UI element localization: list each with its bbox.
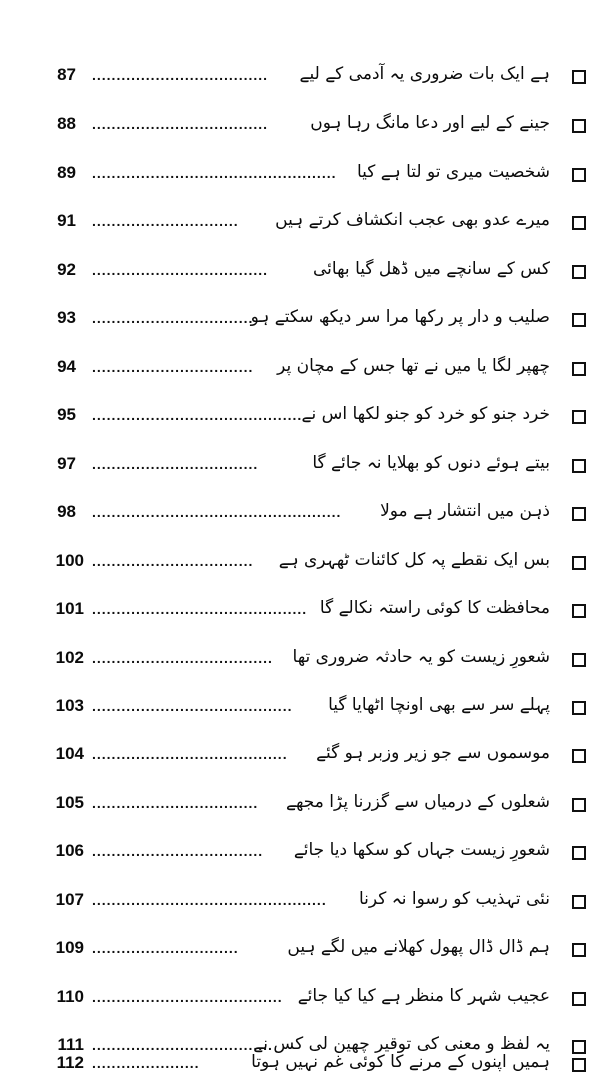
checkbox-icon [572,653,586,667]
page-number: 95 [57,405,76,424]
checkbox-icon [572,846,586,860]
dot-leader: .............................. [92,940,239,956]
dot-leader: ..................................... [92,650,273,666]
toc-entry[interactable] [0,349,600,389]
entry-title: ہے ایک بات ضروری یہ آدمی کے لیے [299,64,550,84]
page-number: 91 [57,211,76,230]
dot-leader: .................................. [92,456,259,472]
toc-entry[interactable] [0,543,600,583]
page-number: 89 [57,163,76,182]
toc-entry[interactable] [0,57,600,97]
page-number: 94 [57,357,76,376]
checkbox-icon [572,556,586,570]
entry-title: صلیب و دار پر رکھا مرا سر دیکھ سکتے ہو [250,307,550,327]
toc-entry[interactable] [0,252,600,292]
entry-title: شعورِ زیست کو یہ حادثہ ضروری تھا [292,647,550,667]
dot-leader: .................................... [92,67,269,83]
dot-leader: ................................... [92,843,264,859]
dot-leader: ...................... [92,1055,200,1071]
dot-leader: ......................................... [92,698,293,714]
page-number: 106 [55,841,84,860]
checkbox-icon [572,216,586,230]
dot-leader: .................................... [92,116,269,132]
toc-entry[interactable] [0,833,600,873]
dot-leader: .................................... [92,262,269,278]
dot-leader: ........................................ [92,746,288,762]
page-number: 102 [55,648,84,667]
entry-title: خرد جنو کو خرد کو جنو لکھا اس نے [301,404,550,424]
toc-entry[interactable] [0,397,600,437]
dot-leader: .................................. [92,795,259,811]
entry-title: میرے عدو بھی عجب انکشاف کرتے ہیں [275,210,550,230]
checkbox-icon [572,1058,586,1072]
toc-entry[interactable] [0,591,600,631]
page-number: 105 [55,793,84,812]
page-number: 107 [55,890,84,909]
dot-leader: ........................................... [92,407,303,423]
entry-title: ذہن میں انتشار ہے مولا [380,501,550,521]
toc-entry[interactable] [0,688,600,728]
dot-leader: ................................. [92,359,254,375]
page-number: 100 [55,551,84,570]
entry-title: چھپر لگا یا میں نے تھا جس کے مچان پر [277,356,550,376]
page-number: 88 [57,114,76,133]
entry-title: شخصیت میری تو لتا ہے کیا [356,162,550,182]
entry-title: محافظت کا کوئی راستہ نکالے گا [319,598,550,618]
entry-title: جینے کے لیے اور دعا مانگ رہا ہوں [310,113,550,133]
checkbox-icon [572,749,586,763]
checkbox-icon [572,168,586,182]
toc-entry[interactable] [0,640,600,680]
toc-entry[interactable] [0,979,600,1019]
page-number: 104 [55,744,84,763]
entry-title: شعلوں کے درمیاں سے گزرنا پڑا مجھے [285,792,550,812]
page-number: 93 [57,308,76,327]
page-number: 97 [57,454,76,473]
page-number: 103 [55,696,84,715]
entry-title: پہلے سر سے بھی اونچا اٹھایا گیا [328,695,550,715]
page-number: 111 [57,1035,84,1054]
page-number: 92 [57,260,76,279]
dot-leader: ................................. [92,310,254,326]
toc-entry[interactable] [0,736,600,776]
checkbox-icon [572,362,586,376]
toc-entry[interactable] [0,203,600,243]
checkbox-icon [572,943,586,957]
page-number: 98 [57,502,76,521]
toc-entry[interactable] [0,930,600,970]
dot-leader: ................................. [92,553,254,569]
toc-entry[interactable] [0,155,600,195]
page-number: 110 [56,987,84,1006]
dot-leader: ............................................ [92,601,308,617]
toc-entry[interactable] [0,785,600,825]
dot-leader: ....................................... [92,989,283,1005]
entry-title: شعورِ زیست جہاں کو سکھا دیا جائے [293,840,550,860]
entry-title: ہم ڈال ڈال پھول کھلانے میں لگے ہیں [287,937,550,957]
entry-title: بیتے ہوئے دنوں کو بھلایا نہ جائے گا [312,453,550,473]
entry-title: یہ لفظ و معنی کی توقیر چھین لی کس نے [253,1034,550,1054]
checkbox-icon [572,701,586,715]
entry-title: نئی تہذیب کو رسوا نہ کرنا [358,889,550,909]
toc-entry[interactable] [0,446,600,486]
dot-leader: .............................. [92,213,239,229]
checkbox-icon [572,265,586,279]
toc-entry[interactable] [0,1045,600,1085]
checkbox-icon [572,459,586,473]
dot-leader: ................................................ [92,892,327,908]
entry-title: ہمیں اپنوں کے مرنے کا کوئی غم نہیں ہوتا [251,1052,550,1072]
entry-title: کس کے سانچے میں ڈھل گیا بھائی [313,259,550,279]
dot-leader: ..................................... [92,1037,273,1053]
dot-leader: ................................................... [92,504,342,520]
toc-entry[interactable] [0,106,600,146]
checkbox-icon [572,798,586,812]
dot-leader: .................................................. [92,165,337,181]
checkbox-icon [572,507,586,521]
toc-entry[interactable] [0,882,600,922]
page-number: 112 [56,1053,84,1072]
checkbox-icon [572,70,586,84]
checkbox-icon [572,313,586,327]
checkbox-icon [572,895,586,909]
checkbox-icon [572,119,586,133]
entry-title: بس ایک نقطے پہ کل کائنات ٹھہری ہے [278,550,550,570]
checkbox-icon [572,410,586,424]
entry-title: موسموں سے جو زیر وزبر ہو گئے [316,743,550,763]
toc-entry[interactable] [0,300,600,340]
checkbox-icon [572,604,586,618]
checkbox-icon [572,992,586,1006]
entry-title: عجیب شہر کا منظر ہے کیا کیا جائے [297,986,550,1006]
page-number: 101 [55,599,84,618]
page-number: 109 [55,938,84,957]
page-number: 87 [57,65,76,84]
toc-entry[interactable] [0,494,600,534]
